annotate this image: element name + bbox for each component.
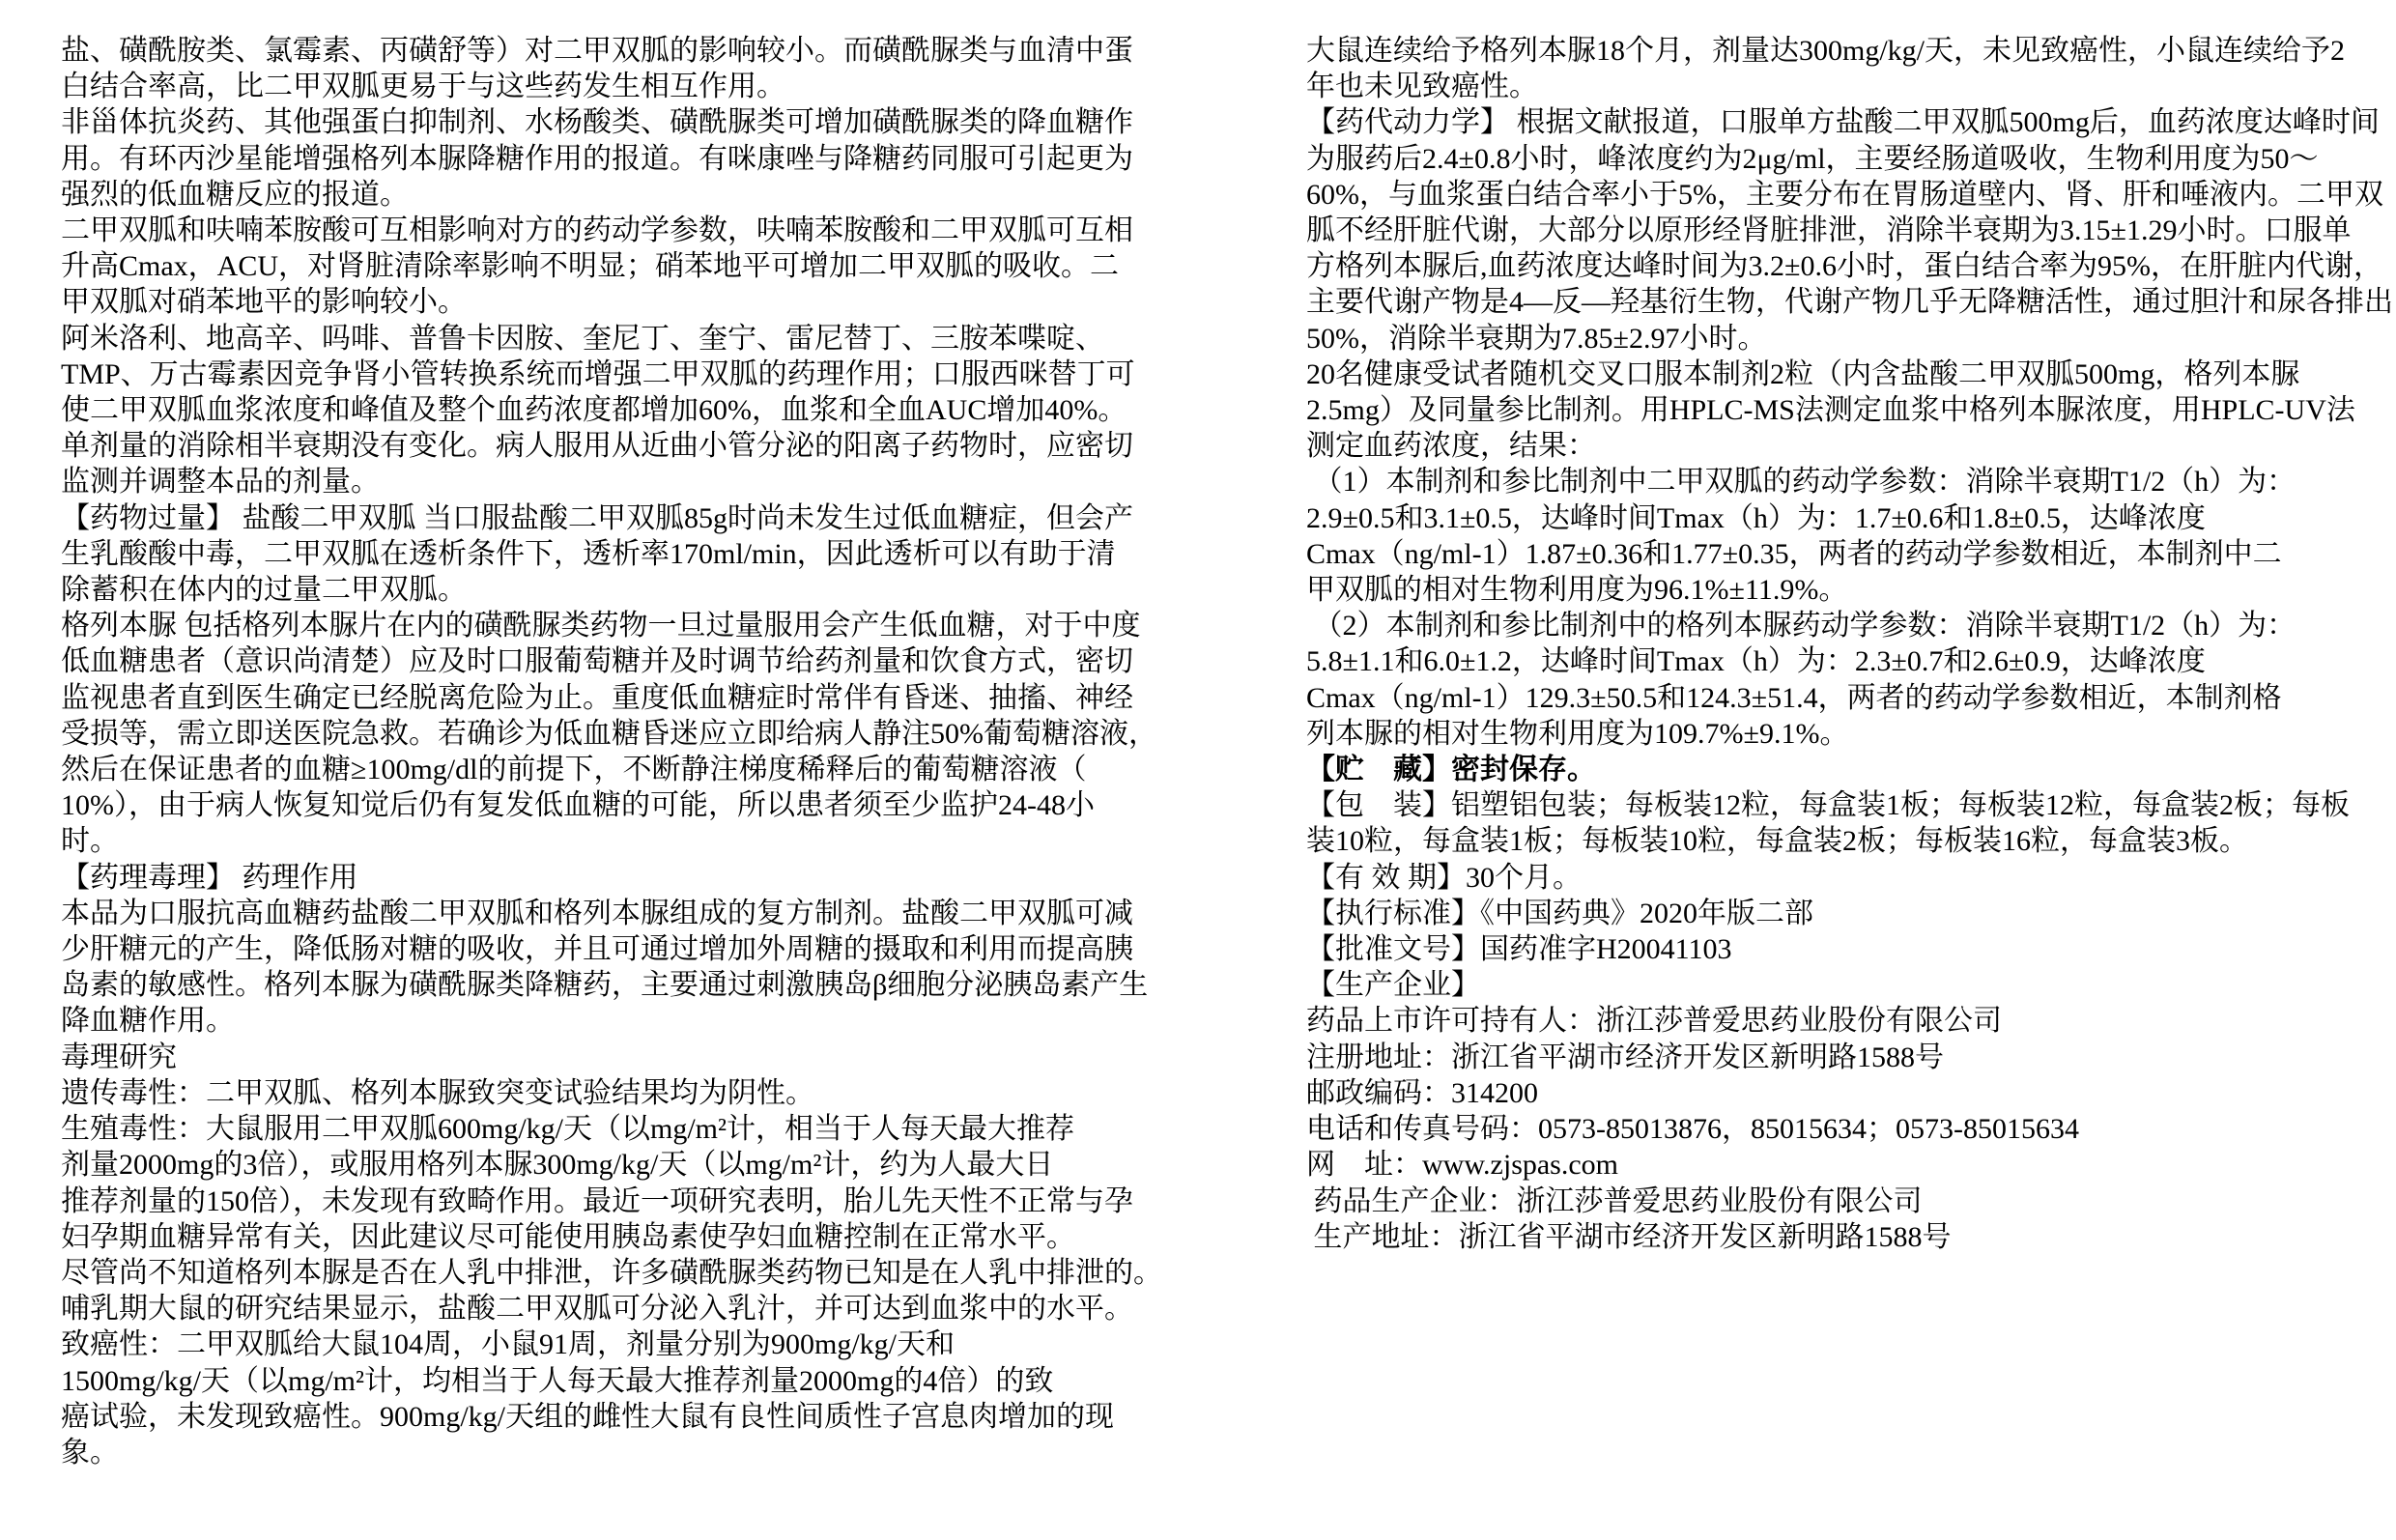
text-line: 药品上市许可持有人：浙江莎普爱思药业股份有限公司	[1306, 1005, 2002, 1038]
text-line: 盐、磺酰胺类、氯霉素、丙磺舒等）对二甲双胍的影响较小。而磺酰脲类与血清中蛋	[61, 35, 1133, 67]
text-line: 列本脲的相对生物利用度为109.7%±9.1%。	[1306, 717, 1849, 750]
text-line: 低血糖患者（意识尚清楚）应及时口服葡萄糖并及时调节给药剂量和饮食方式，密切	[61, 645, 1133, 678]
text-line: 【药物过量】 盐酸二甲双胍 当口服盐酸二甲双胍85g时尚未发生过低血糖症，但会产	[61, 501, 1133, 534]
text-line: 网 址：www.zjspas.com	[1306, 1149, 1619, 1182]
text-line: 年也未见致癌性。	[1306, 71, 1538, 103]
text-line: 单剂量的消除相半衰期没有变化。病人服用从近曲小管分泌的阳离子药物时，应密切	[61, 430, 1133, 463]
text-line: 癌试验，未发现致癌性。900mg/kg/天组的雌性大鼠有良性间质性子宫息肉增加的现	[61, 1400, 1115, 1433]
text-line: 甲双胍对硝苯地平的影响较小。	[61, 286, 467, 319]
text-line: 注册地址：浙江省平湖市经济开发区新明路1588号	[1306, 1041, 1944, 1073]
text-line: Cmax（ng/ml-1）129.3±50.5和124.3±51.4，两者的药动学参数相近，本制剂格	[1306, 681, 2282, 714]
text-line: 推荐剂量的150倍），未发现有致畸作用。最近一项研究表明，胎儿先天性不正常与孕	[61, 1184, 1133, 1217]
text-line: 【贮 藏】密封保存。	[1306, 754, 1596, 786]
text-line: 受损等，需立即送医院急救。若确诊为低血糖昏迷应立即给病人静注50%葡萄糖溶液，	[61, 717, 1157, 750]
text-line: 除蓄积在体内的过量二甲双胍。	[61, 574, 467, 607]
text-line: 白结合率高，比二甲双胍更易于与这些药发生相互作用。	[61, 71, 785, 103]
text-line: 2.5mg）及同量参比制剂。用HPLC-MS法测定血浆中格列本脲浓度，用HPLC-UV法	[1306, 394, 2355, 427]
text-line: 生殖毒性：大鼠服用二甲双胍600mg/kg/天（以mg/m²计，相当于人每天最大推荐	[61, 1113, 1075, 1146]
text-line: 主要代谢产物是4—反—羟基衍生物，代谢产物几乎无降糖活性，通过胆汁和尿各排出	[1306, 286, 2393, 319]
text-line: 为服药后2.4±0.8小时，峰浓度约为2μg/ml，主要经肠道吸收，生物利用度为50～	[1306, 142, 2319, 175]
text-line: 强烈的低血糖反应的报道。	[61, 178, 409, 211]
text-line: 监视患者直到医生确定已经脱离危险为止。重度低血糖症时常伴有昏迷、抽搐、神经	[61, 681, 1133, 714]
text-line: 甲双胍的相对生物利用度为96.1%±11.9%。	[1306, 574, 1848, 607]
text-line: 50%，消除半衰期为7.85±2.97小时。	[1306, 322, 1767, 355]
text-line: 生产地址：浙江省平湖市经济开发区新明路1588号	[1306, 1220, 1952, 1253]
text-line: 2.9±0.5和3.1±0.5，达峰时间Tmax（h）为：1.7±0.6和1.8±0.5，达峰浓度	[1306, 501, 2206, 534]
text-line: 大鼠连续给予格列本脲18个月，剂量达300mg/kg/天，未见致癌性，小鼠连续给予2	[1306, 35, 2346, 67]
text-line: 【包 装】铝塑铝包装；每板装12粒，每盒装1板；每板装12粒，每盒装2板；每板	[1306, 789, 2350, 822]
text-line: 升高Cmax，ACU，对肾脏清除率影响不明显；硝苯地平可增加二甲双胍的吸收。二	[61, 250, 1119, 283]
text-line: 时。	[61, 825, 119, 858]
text-line: 10%），由于病人恢复知觉后仍有复发低血糖的可能，所以患者须至少监护24-48小	[61, 789, 1095, 822]
text-line: 妇孕期血糖异常有关，因此建议尽可能使用胰岛素使孕妇血糖控制在正常水平。	[61, 1220, 1075, 1253]
text-line: 60%，与血浆蛋白结合率小于5%，主要分布在胃肠道壁内、肾、肝和唾液内。二甲双	[1306, 178, 2383, 211]
text-line: 非甾体抗炎药、其他强蛋白抑制剂、水杨酸类、磺酰脲类可增加磺酰脲类的降血糖作	[61, 106, 1133, 139]
text-line: 【批准文号】国药准字H20041103	[1306, 933, 1732, 966]
left-text-column	[61, 33, 1182, 1470]
text-line: 【生产企业】	[1306, 969, 1480, 1002]
right-text-column	[1306, 33, 2393, 1255]
text-line: （1）本制剂和参比制剂中二甲双胍的药动学参数：消除半衰期T1/2（h）为：	[1306, 466, 2296, 499]
text-line: 【有 效 期】30个月。	[1306, 861, 1582, 894]
text-line: 致癌性：二甲双胍给大鼠104周，小鼠91周，剂量分别为900mg/kg/天和	[61, 1328, 956, 1361]
text-line: 邮政编码：314200	[1306, 1076, 1538, 1109]
text-line: 【药理毒理】 药理作用	[61, 861, 358, 894]
text-line: 电话和传真号码：0573-85013876，85015634；0573-85015634	[1306, 1113, 2079, 1146]
text-line: Cmax（ng/ml-1）1.87±0.36和1.77±0.35，两者的药动学参数相近，本制剂中二	[1306, 537, 2282, 570]
text-line: 格列本脲 包括格列本脲片在内的磺酰脲类药物一旦过量服用会产生低血糖，对于中度	[61, 610, 1141, 642]
text-line: 装10粒，每盒装1板；每板装10粒，每盒装2板；每板装16粒，每盒装3板。	[1306, 825, 2248, 858]
text-line: 胍不经肝脏代谢，大部分以原形经肾脏排泄，消除半衰期为3.15±1.29小时。口服单	[1306, 214, 2352, 247]
text-line: 遗传毒性：二甲双胍、格列本脲致突变试验结果均为阴性。	[61, 1076, 814, 1109]
text-line: 阿米洛利、地高辛、吗啡、普鲁卡因胺、奎尼丁、奎宁、雷尼替丁、三胺苯喋啶、	[61, 322, 1104, 355]
text-line: 二甲双胍和呋喃苯胺酸可互相影响对方的药动学参数，呋喃苯胺酸和二甲双胍可互相	[61, 214, 1133, 247]
text-line: 哺乳期大鼠的研究结果显示，盐酸二甲双胍可分泌入乳汁，并可达到血浆中的水平。	[61, 1293, 1133, 1326]
text-line: 毒理研究	[61, 1041, 177, 1073]
text-line: 尽管尚不知道格列本脲是否在人乳中排泄，许多磺酰脲类药物已知是在人乳中排泄的。	[61, 1256, 1162, 1289]
text-line: 药品生产企业：浙江莎普爱思药业股份有限公司	[1306, 1184, 1923, 1217]
text-line: 使二甲双胍血浆浓度和峰值及整个血药浓度都增加60%，血浆和全血AUC增加40%。	[61, 394, 1127, 427]
text-line: 【药代动力学】 根据文献报道，口服单方盐酸二甲双胍500mg后，血药浓度达峰时间	[1306, 106, 2380, 139]
text-line: 用。有环丙沙星能增强格列本脲降糖作用的报道。有咪康唑与降糖药同服可引起更为	[61, 142, 1133, 175]
text-line: 测定血药浓度，结果：	[1306, 430, 1596, 463]
text-line: 然后在保证患者的血糖≥100mg/dl的前提下，不断静注梯度稀释后的葡萄糖溶液（	[61, 754, 1087, 786]
text-line: 象。	[61, 1436, 119, 1469]
text-line: 岛素的敏感性。格列本脲为磺酰脲类降糖药，主要通过刺激胰岛β细胞分泌胰岛素产生	[61, 969, 1149, 1002]
text-line: 本品为口服抗高血糖药盐酸二甲双胍和格列本脲组成的复方制剂。盐酸二甲双胍可减	[61, 897, 1133, 929]
text-line: 方格列本脲后,血药浓度达峰时间为3.2±0.6小时，蛋白结合率为95%，在肝脏内代谢，	[1306, 250, 2382, 283]
text-line: 监测并调整本品的剂量。	[61, 466, 380, 499]
text-line: 【执行标准】《中国药典》2020年版二部	[1306, 897, 1813, 929]
text-line: 少肝糖元的产生，降低肠对糖的吸收，并且可通过增加外周糖的摄取和利用而提高胰	[61, 933, 1133, 966]
text-line: 剂量2000mg的3倍），或服用格列本脲300mg/kg/天（以mg/m²计，约为人最大日	[61, 1149, 1054, 1182]
text-line: 1500mg/kg/天（以mg/m²计，均相当于人每天最大推荐剂量2000mg的4倍）的致	[61, 1364, 1054, 1397]
text-line: （2）本制剂和参比制剂中的格列本脲药动学参数：消除半衰期T1/2（h）为：	[1306, 610, 2296, 642]
text-line: 20名健康受试者随机交叉口服本制剂2粒（内含盐酸二甲双胍500mg，格列本脲	[1306, 357, 2300, 390]
text-line: 5.8±1.1和6.0±1.2，达峰时间Tmax（h）为：2.3±0.7和2.6±0.9，达峰浓度	[1306, 645, 2206, 678]
text-line: TMP、万古霉素因竞争肾小管转换系统而增强二甲双胍的药理作用；口服西咪替丁可	[61, 357, 1135, 390]
text-line: 降血糖作用。	[61, 1005, 235, 1038]
text-line: 生乳酸酸中毒，二甲双胍在透析条件下，透析率170ml/min，因此透析可以有助于清	[61, 537, 1116, 570]
